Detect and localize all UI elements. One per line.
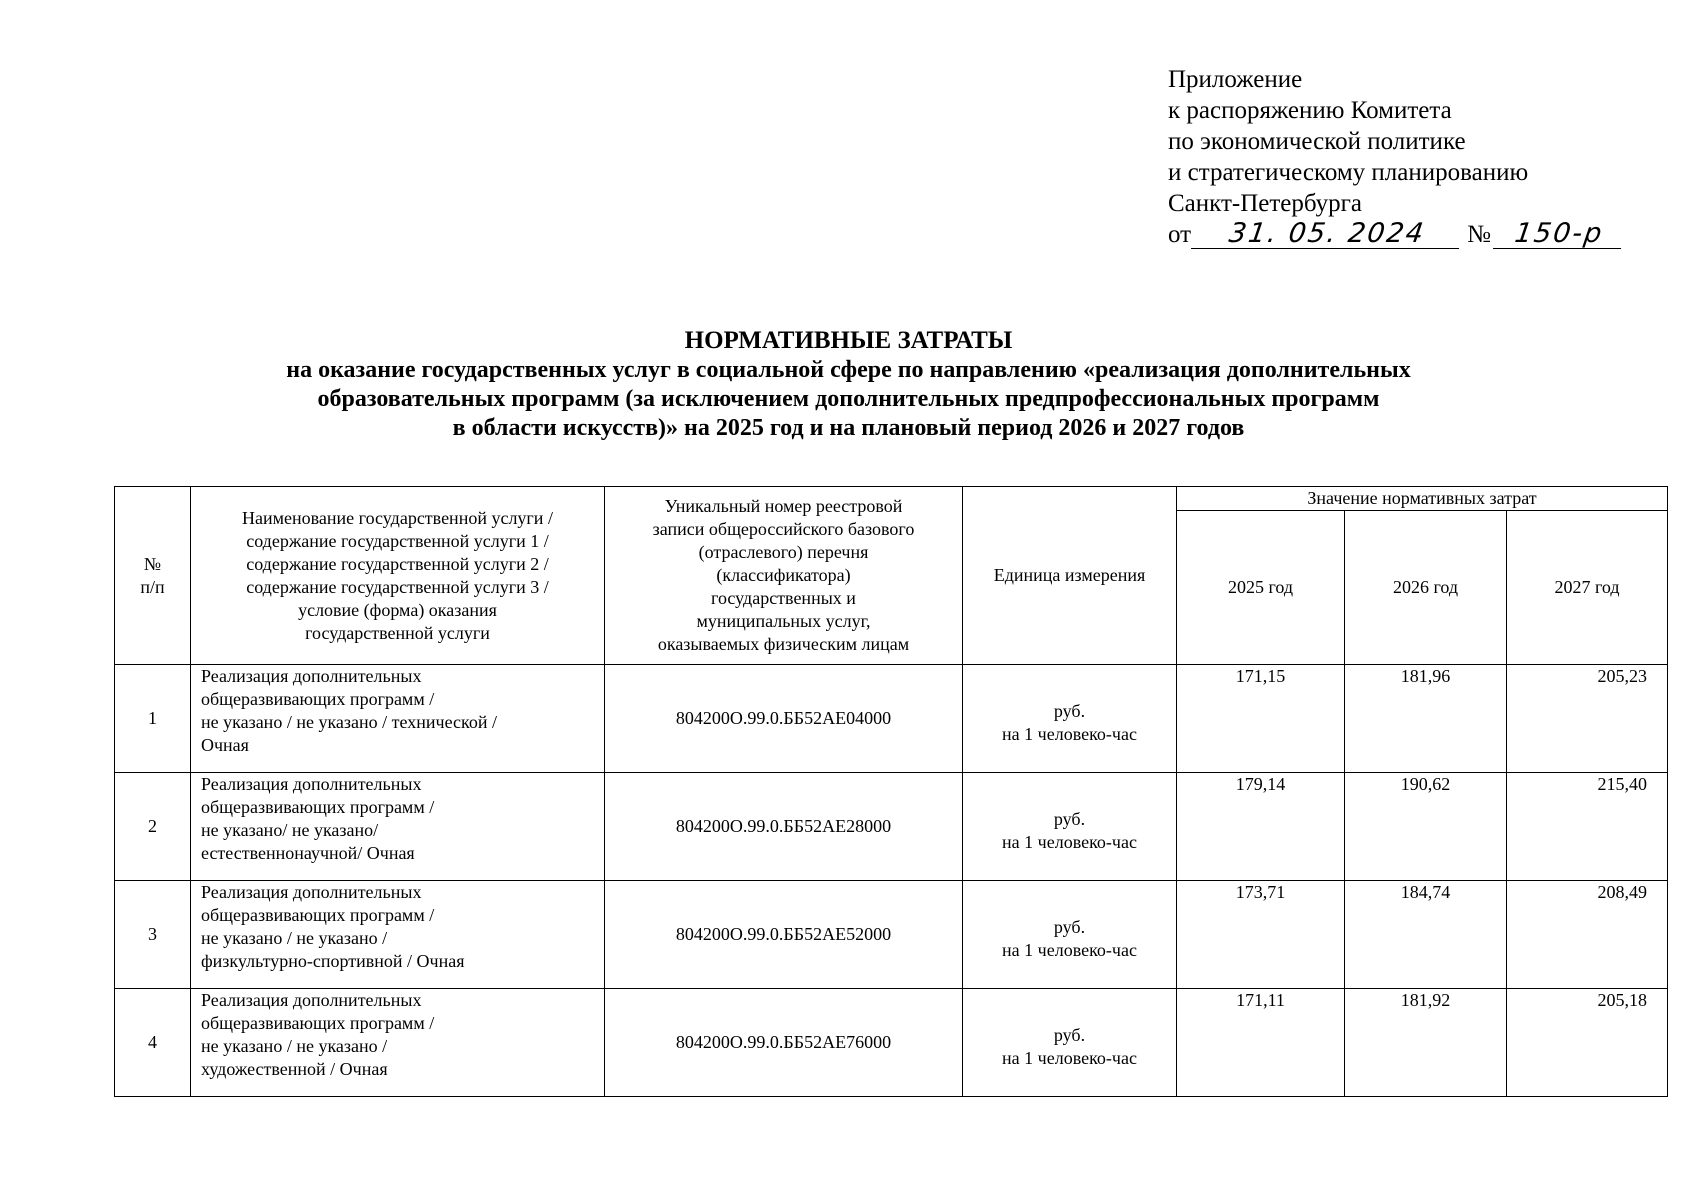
- service-name-cell: Реализация дополнительных общеразвивающих программ / не указано / не указано / технической / Очная: [191, 665, 605, 773]
- header-year-2025: 2025 год: [1177, 511, 1345, 665]
- value-2027-cell: 215,40: [1507, 773, 1668, 881]
- title-line-2: образовательных программ (за исключением дополнительных предпрофессиональных программ: [317, 386, 1380, 412]
- row-number: 3: [115, 881, 191, 989]
- normative-costs-table: [114, 486, 1668, 1097]
- value-2026-cell: 190,62: [1345, 773, 1507, 881]
- value-2025-cell: 171,11: [1177, 989, 1345, 1097]
- value-2025-cell: 179,14: [1177, 773, 1345, 881]
- appendix-line: Санкт-Петербурга: [1168, 190, 1363, 217]
- table-row: [115, 881, 1668, 989]
- appendix-line: Приложение: [1168, 66, 1303, 93]
- value-2027-cell: 208,49: [1507, 881, 1668, 989]
- table-row: [115, 773, 1668, 881]
- header-service-name: Наименование государственной услуги / содержание государственной услуги 1 / содержание государственной услуги 2 / содержание государственной услуги 3 / условие (форма) оказания государственной услуги: [191, 487, 605, 665]
- handwritten-order-number: 150-р: [1493, 220, 1625, 249]
- value-2026-cell: 181,92: [1345, 989, 1507, 1097]
- service-name-cell: Реализация дополнительных общеразвивающих программ / не указано / не указано / художественной / Очная: [191, 989, 605, 1097]
- title-heading: НОРМАТИВНЫЕ ЗАТРАТЫ: [684, 327, 1013, 354]
- service-name-cell: Реализация дополнительных общеразвивающих программ / не указано/ не указано/ естественнонаучной/ Очная: [191, 773, 605, 881]
- table-row: [115, 989, 1668, 1097]
- table-header-row: [115, 487, 1668, 511]
- row-number: 2: [115, 773, 191, 881]
- registry-code-cell: 804200О.99.0.ББ52АЕ76000: [605, 989, 963, 1097]
- registry-code-cell: 804200О.99.0.ББ52АЕ04000: [605, 665, 963, 773]
- appendix-line: к распоряжению Комитета: [1168, 97, 1452, 124]
- appendix-block: [1168, 64, 1623, 250]
- handwritten-date: 31. 05. 2024: [1191, 220, 1463, 249]
- service-name-cell: Реализация дополнительных общеразвивающих программ / не указано / не указано / физкультурно-спортивной / Очная: [191, 881, 605, 989]
- value-2025-cell: 173,71: [1177, 881, 1345, 989]
- table-row: [115, 665, 1668, 773]
- row-number: 1: [115, 665, 191, 773]
- header-registry-code: Уникальный номер реестровой записи общероссийского базового (отраслевого) перечня (классификатора) государственных и муниципальных услуг, оказываемых физическим лицам: [605, 487, 963, 665]
- value-2025-cell: 171,15: [1177, 665, 1345, 773]
- header-values-group: Значение нормативных затрат: [1177, 487, 1668, 511]
- appendix-line: по экономической политике: [1168, 128, 1466, 155]
- header-num: № п/п: [115, 487, 191, 665]
- order-date-number-line: [1168, 219, 1623, 250]
- value-2026-cell: 184,74: [1345, 881, 1507, 989]
- unit-cell: руб. на 1 человеко-час: [963, 881, 1177, 989]
- title-line-1: на оказание государственных услуг в социальной сфере по направлению «реализация дополнительных: [286, 357, 1411, 383]
- unit-cell: руб. на 1 человеко-час: [963, 665, 1177, 773]
- row-number: 4: [115, 989, 191, 1097]
- unit-cell: руб. на 1 человеко-час: [963, 773, 1177, 881]
- unit-cell: руб. на 1 человеко-час: [963, 989, 1177, 1097]
- title-line-3: в области искусств)» на 2025 год и на плановый период 2026 и 2027 годов: [452, 415, 1245, 441]
- from-label: от: [1168, 221, 1192, 248]
- appendix-line: и стратегическому планированию: [1168, 159, 1529, 186]
- registry-code-cell: 804200О.99.0.ББ52АЕ28000: [605, 773, 963, 881]
- value-2027-cell: 205,23: [1507, 665, 1668, 773]
- number-label: №: [1467, 221, 1491, 248]
- registry-code-cell: 804200О.99.0.ББ52АЕ52000: [605, 881, 963, 989]
- header-year-2027: 2027 год: [1507, 511, 1668, 665]
- header-year-2026: 2026 год: [1345, 511, 1507, 665]
- value-2027-cell: 205,18: [1507, 989, 1668, 1097]
- value-2026-cell: 181,96: [1345, 665, 1507, 773]
- document-title: [0, 326, 1697, 443]
- header-unit: Единица измерения: [963, 487, 1177, 665]
